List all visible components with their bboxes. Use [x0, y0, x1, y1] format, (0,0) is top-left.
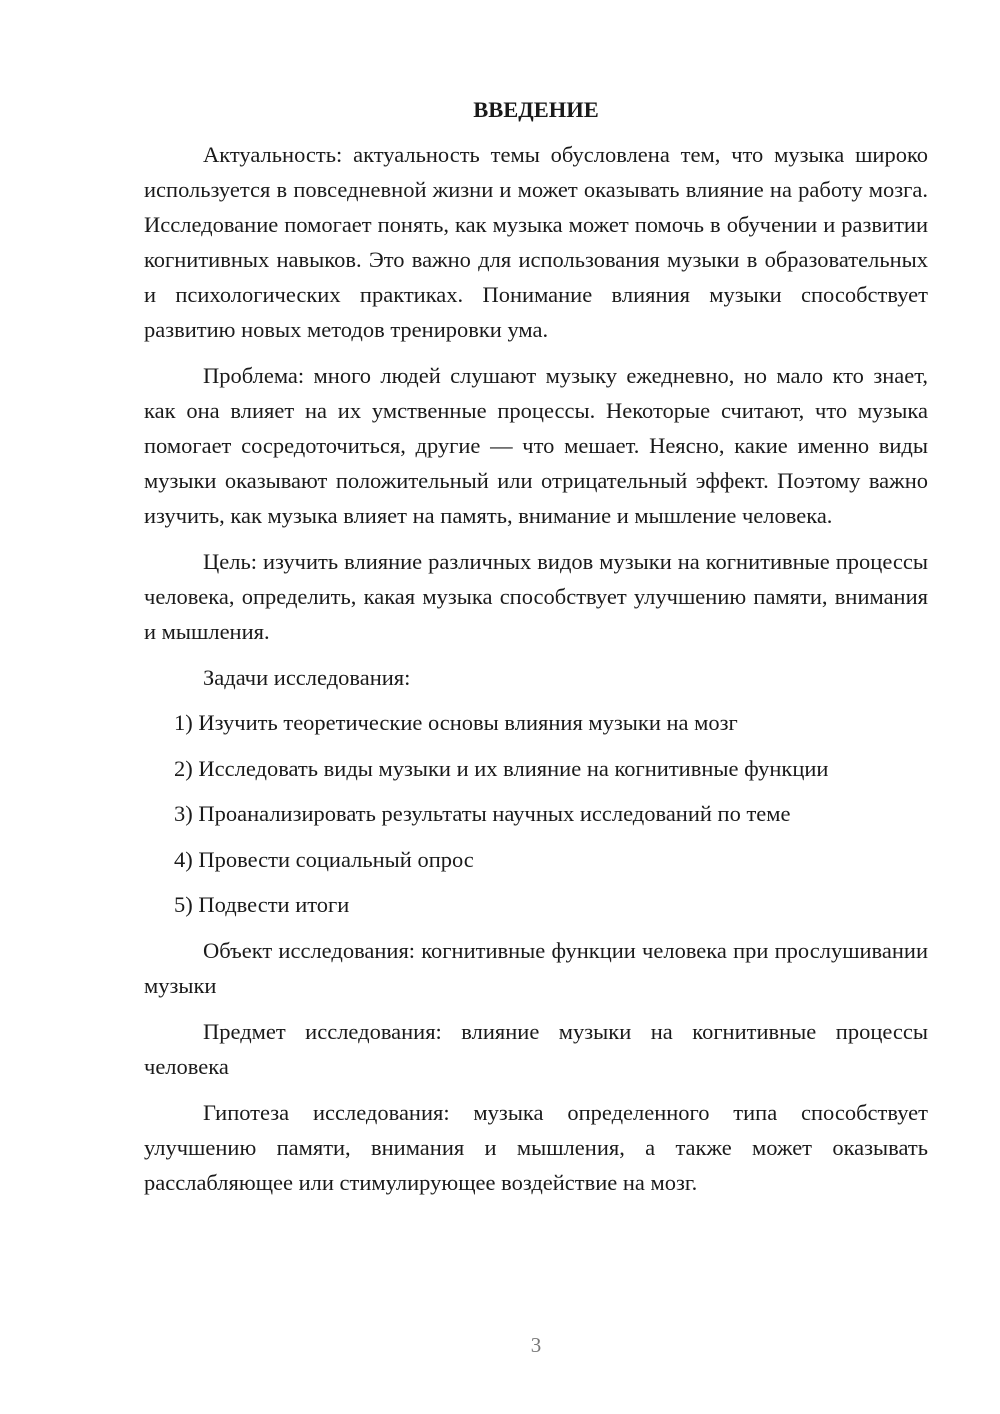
task-item: 1) Изучить теоретические основы влияния музыки на мозг: [174, 710, 738, 735]
goal-paragraph: Цель: изучить влияние различных видов музыки на когнитивные процессы человека, определить, какая музыка способствует улучшению памяти, внимания и мышления.: [144, 549, 928, 644]
subject-paragraph: Предмет исследования: влияние музыки на когнитивные процессы человека: [144, 1019, 928, 1079]
hypothesis-paragraph: Гипотеза исследования: музыка определенного типа способствует улучшению памяти, внимания и мышления, а также может оказывать расслабляющее или стимулирующее воздействие на мозг.: [144, 1100, 928, 1195]
task-item: 3) Проанализировать результаты научных исследований по теме: [174, 801, 791, 826]
task-item: 5) Подвести итоги: [174, 892, 350, 917]
section-title: ВВЕДЕНИЕ: [473, 97, 599, 122]
object-paragraph: Объект исследования: когнитивные функции человека при прослушивании музыки: [144, 938, 928, 998]
task-item: 2) Исследовать виды музыки и их влияние на когнитивные функции: [174, 755, 829, 781]
problem-paragraph: Проблема: много людей слушают музыку ежедневно, но мало кто знает, как она влияет на их умственные процессы. Некоторые считают, что музыка помогает сосредоточиться, другие — что мешает. Неясно, какие именно виды музыки оказывают положительный или отрицательный эффект. Поэтому важно изучить, как музыка влияет на память, внимание и мышление человека.: [144, 363, 928, 528]
task-item: 4) Провести социальный опрос: [174, 846, 474, 872]
task-list: [144, 705, 928, 922]
relevance-paragraph: Актуальность: актуальность темы обусловлена тем, что музыка широко используется в повседневной жизни и может оказывать влияние на работу мозга. Исследование помогает понять, как музыка может помочь в обучении и развитии когнитивных навыков. Это важно для использования музыки в образовательных и психологических практиках. Понимание влияния музыки способствует развитию новых методов тренировки ума.: [144, 142, 928, 342]
page-content: [144, 92, 928, 1211]
tasks-heading: Задачи исследования:: [203, 665, 411, 690]
page-number: 3: [530, 1333, 542, 1357]
